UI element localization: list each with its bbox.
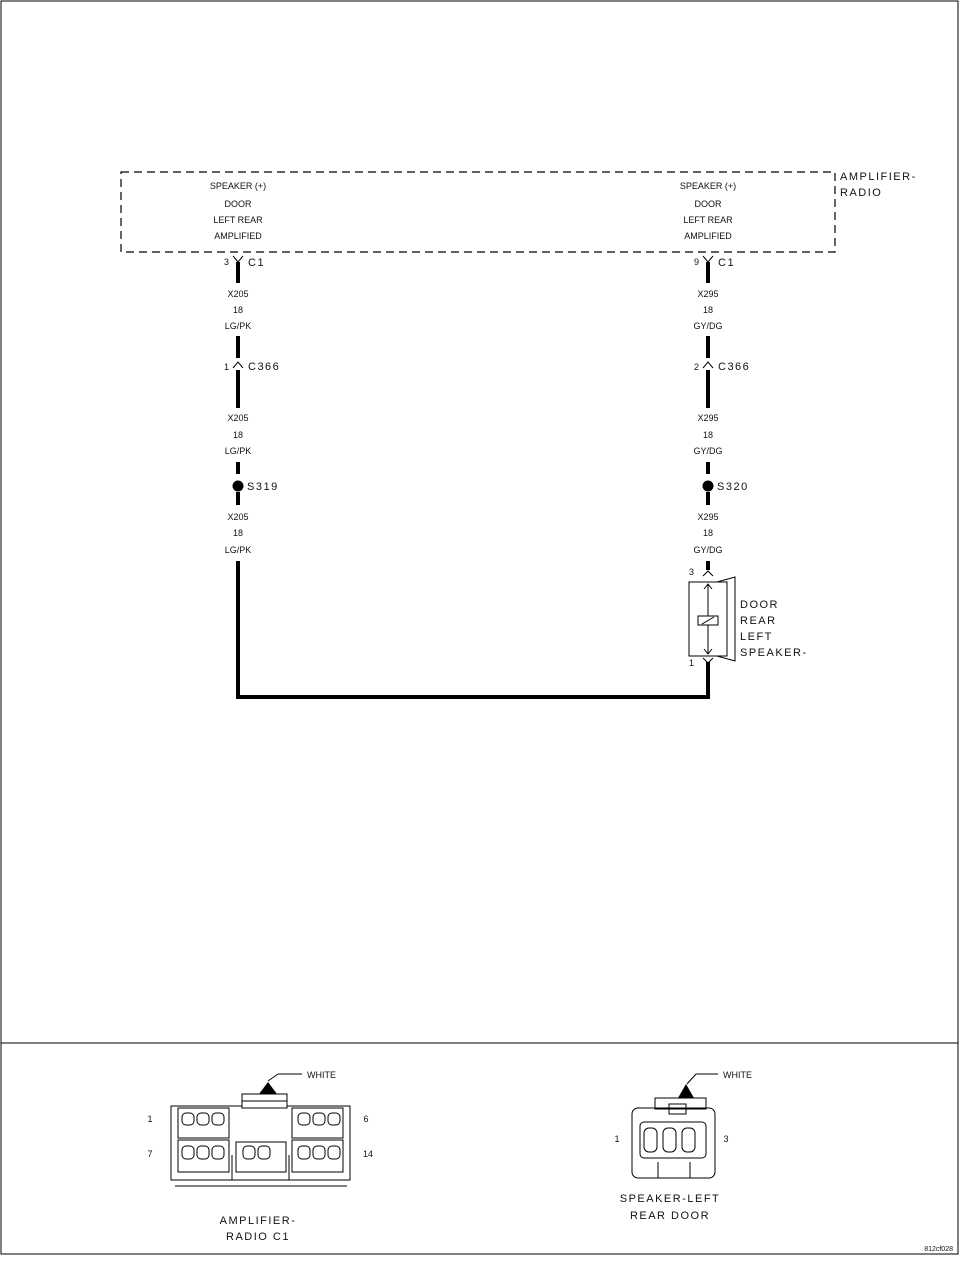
- connector-speaker-view: [614, 1070, 752, 1222]
- right-wire1-gauge: 18: [702, 305, 714, 315]
- right-wire1-circuit: X295: [697, 289, 719, 299]
- speaker-pin-bottom: 1: [688, 658, 694, 668]
- left-pin-label-3: LEFT REAR: [213, 215, 263, 225]
- right-wire2-circuit: X295: [697, 413, 719, 423]
- speaker-connector-pin-1: 1: [614, 1134, 620, 1144]
- c1-caption-line2: RADIO C1: [226, 1231, 290, 1243]
- speaker-label-1: DOOR: [740, 599, 779, 611]
- right-pin-label-4: AMPLIFIED: [684, 231, 732, 241]
- speaker-connector-pin-3: 3: [723, 1134, 729, 1144]
- c1-pin-1: 1: [147, 1114, 153, 1124]
- page-frame: [1, 1, 958, 1254]
- speaker-label-2: REAR: [740, 615, 777, 627]
- right-pin-label-2: DOOR: [694, 199, 722, 209]
- right-c1-connector-name: C1: [718, 257, 736, 269]
- left-splice-name: S319: [247, 481, 279, 493]
- left-wire3-circuit: X205: [227, 512, 249, 522]
- left-circuit: [210, 181, 280, 555]
- module-name-line1: AMPLIFIER-: [840, 171, 917, 183]
- speaker-icon: [689, 571, 735, 663]
- right-circuit: [680, 181, 750, 668]
- left-c1-connector-symbol: [233, 256, 243, 262]
- left-splice-dot: [233, 481, 244, 492]
- figure-id: 812cf028: [924, 1246, 953, 1253]
- c1-pin-6: 6: [363, 1114, 369, 1124]
- right-wire3-color: GY/DG: [693, 545, 723, 555]
- speaker-connector-color-label: WHITE: [723, 1070, 752, 1080]
- c1-pin-7: 7: [147, 1149, 153, 1159]
- right-c1-pin-number: 9: [693, 257, 699, 267]
- left-wire3-gauge: 18: [232, 528, 244, 538]
- module-name-line2: RADIO: [840, 187, 883, 199]
- right-pin-label-3: LEFT REAR: [683, 215, 733, 225]
- right-wire2-color: GY/DG: [693, 446, 723, 456]
- speaker-pin-top: 3: [688, 567, 694, 577]
- left-pin-label-4: AMPLIFIED: [214, 231, 262, 241]
- left-wire1-gauge: 18: [232, 305, 244, 315]
- left-wire2-color: LG/PK: [224, 446, 252, 456]
- right-pin-label-1: SPEAKER (+): [679, 181, 737, 191]
- left-c366-connector-name: C366: [248, 361, 281, 373]
- left-wire3-color: LG/PK: [224, 545, 252, 555]
- left-c1-connector-name: C1: [248, 257, 266, 269]
- speaker-label-3: LEFT: [740, 631, 773, 643]
- c1-pin-14: 14: [362, 1149, 374, 1159]
- right-wire3-gauge: 18: [702, 528, 714, 538]
- right-wire1-color: GY/DG: [693, 321, 723, 331]
- speaker-connector-caption-line1: SPEAKER-LEFT: [619, 1193, 721, 1205]
- right-wire3-circuit: X295: [697, 512, 719, 522]
- right-splice-name: S320: [717, 481, 749, 493]
- right-c366-pin-number: 2: [693, 362, 699, 372]
- return-wire-loop: [238, 561, 708, 697]
- right-c366-connector-name: C366: [718, 361, 751, 373]
- left-pin-label-2: DOOR: [224, 199, 252, 209]
- left-c1-pin-number: 3: [223, 257, 229, 267]
- right-wire2-gauge: 18: [702, 430, 714, 440]
- right-c366-connector-symbol: [703, 362, 713, 368]
- left-pin-label-1: SPEAKER (+): [209, 181, 267, 191]
- left-wire2-circuit: X205: [227, 413, 249, 423]
- speaker-label-4: SPEAKER-: [740, 647, 808, 659]
- left-wire1-color: LG/PK: [224, 321, 252, 331]
- left-c366-pin-number: 1: [223, 362, 229, 372]
- right-c1-connector-symbol: [703, 256, 713, 262]
- c1-color-label: WHITE: [307, 1070, 336, 1080]
- right-splice-dot: [703, 481, 714, 492]
- connector-c1-view: [147, 1070, 373, 1243]
- speaker-connector-caption-line2: REAR DOOR: [629, 1210, 711, 1222]
- left-c366-connector-symbol: [233, 362, 243, 368]
- left-wire1-circuit: X205: [227, 289, 249, 299]
- left-wire2-gauge: 18: [232, 430, 244, 440]
- c1-caption-line1: AMPLIFIER-: [219, 1215, 297, 1227]
